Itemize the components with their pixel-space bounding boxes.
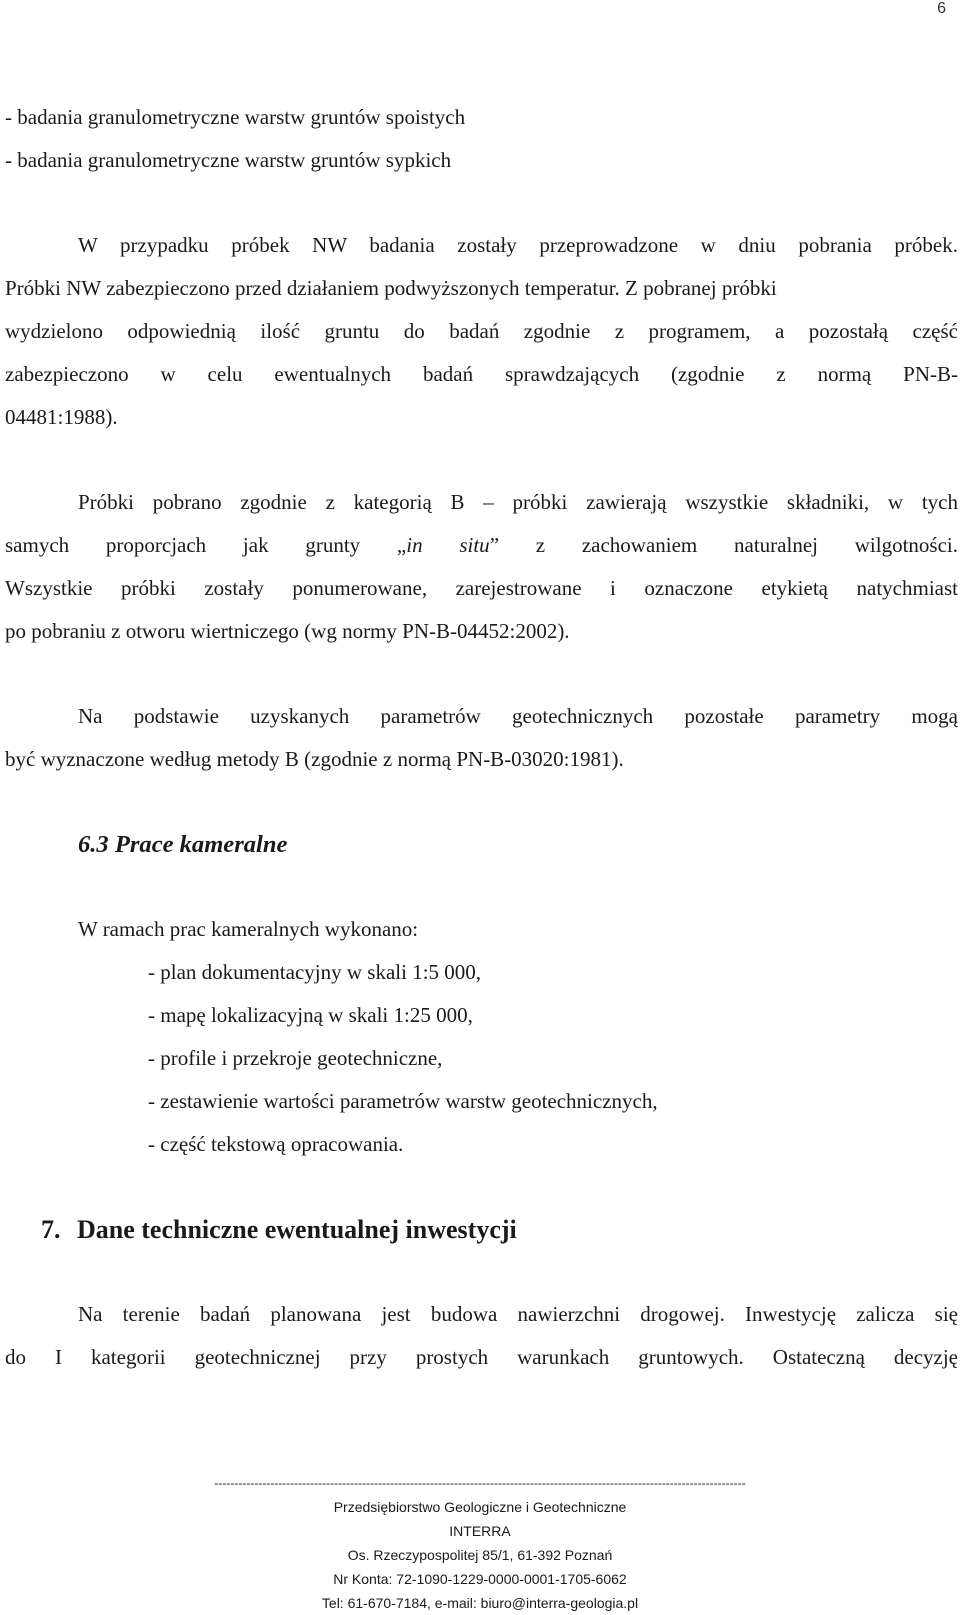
paragraph-category — [5, 481, 958, 653]
footer-account: Nr Konta: 72-1090-1229-0000-0001-1705-6062 — [333, 1571, 627, 1587]
footer-contact: Tel: 61-670-7184, e-mail: biuro@interra-geologia.pl — [321, 1595, 639, 1611]
kameralne-list — [5, 951, 958, 1166]
paragraph-line — [5, 524, 958, 567]
paragraph-investment — [5, 1293, 958, 1379]
paragraph-line: 04481:1988). — [5, 405, 118, 429]
list-item: - mapę lokalizacyjną w skali 1:25 000, — [148, 1003, 473, 1027]
text-fragment: samych proporcjach jak grunty „ — [5, 533, 407, 557]
paragraph-line: Wszystkie próbki zostały ponumerowane, zarejestrowane i oznaczone etykietą natychmiast — [5, 576, 958, 600]
document-body — [5, 96, 958, 1379]
footer-address: Os. Rzeczypospolitej 85/1, 61-392 Poznań — [347, 1547, 613, 1563]
page-number: 6 — [937, 0, 946, 17]
top-list — [5, 96, 958, 182]
paragraph-line: Na podstawie uzyskanych parametrów geotechnicznych pozostałe parametry mogą — [78, 704, 958, 728]
kameralne-intro: W ramach prac kameralnych wykonano: — [78, 917, 419, 941]
paragraph-line: po pobraniu z otworu wiertniczego (wg normy PN-B-04452:2002). — [5, 619, 570, 643]
paragraph-line: wydzielono odpowiednią ilość gruntu do badań zgodnie z programem, a pozostałą część — [5, 319, 958, 343]
paragraph-line: być wyznaczone według metody B (zgodnie z normą PN-B-03020:1981). — [5, 747, 624, 771]
section-heading-6-3: 6.3 Prace kameralne — [78, 831, 288, 858]
list-item: - badania granulometryczne warstw gruntów sypkich — [5, 148, 452, 172]
section-title: Dane techniczne ewentualnej inwestycji — [77, 1215, 517, 1244]
paragraph-line: Na terenie badań planowana jest budowa nawierzchni drogowej. Inwestycję zalicza się — [78, 1302, 958, 1326]
list-item: - część tekstową opracowania. — [148, 1132, 404, 1156]
list-item: - badania granulometryczne warstw gruntów spoistych — [5, 105, 466, 129]
paragraph-line: Próbki NW zabezpieczono przed działaniem podwyższonych temperatur. Z pobranej próbki — [5, 276, 777, 300]
paragraph-parameters — [5, 695, 958, 781]
list-item: - profile i przekroje geotechniczne, — [148, 1046, 443, 1070]
list-item: - zestawienie wartości parametrów warstw geotechnicznych, — [148, 1089, 658, 1113]
footer-name: INTERRA — [449, 1523, 511, 1539]
list-item: - plan dokumentacyjny w skali 1:5 000, — [148, 960, 482, 984]
text-fragment: ” z zachowaniem naturalnej wilgotności. — [489, 533, 958, 557]
paragraph-nw-samples — [5, 224, 958, 439]
paragraph-line: W przypadku próbek NW badania zostały przeprowadzone w dniu pobrania próbek. — [78, 233, 958, 257]
page-footer — [0, 1471, 960, 1615]
section-number: 7. — [41, 1215, 61, 1244]
footer-company: Przedsiębiorstwo Geologiczne i Geotechniczne — [333, 1499, 627, 1515]
kameralne-section — [5, 908, 958, 1166]
paragraph-line: do I kategorii geotechnicznej przy prostych warunkach gruntowych. Ostateczną decyzję — [5, 1345, 958, 1369]
paragraph-line: zabezpieczono w celu ewentualnych badań sprawdzających (zgodnie z normą PN-B- — [5, 362, 958, 386]
section-heading-7 — [5, 1208, 958, 1251]
italic-term: in situ — [406, 533, 490, 557]
footer-divider: ------------------------------------------------------------------------------------------------------------------------------------- — [214, 1476, 746, 1490]
paragraph-line: Próbki pobrano zgodnie z kategorią B – próbki zawierają wszystkie składniki, w tych — [78, 490, 958, 514]
